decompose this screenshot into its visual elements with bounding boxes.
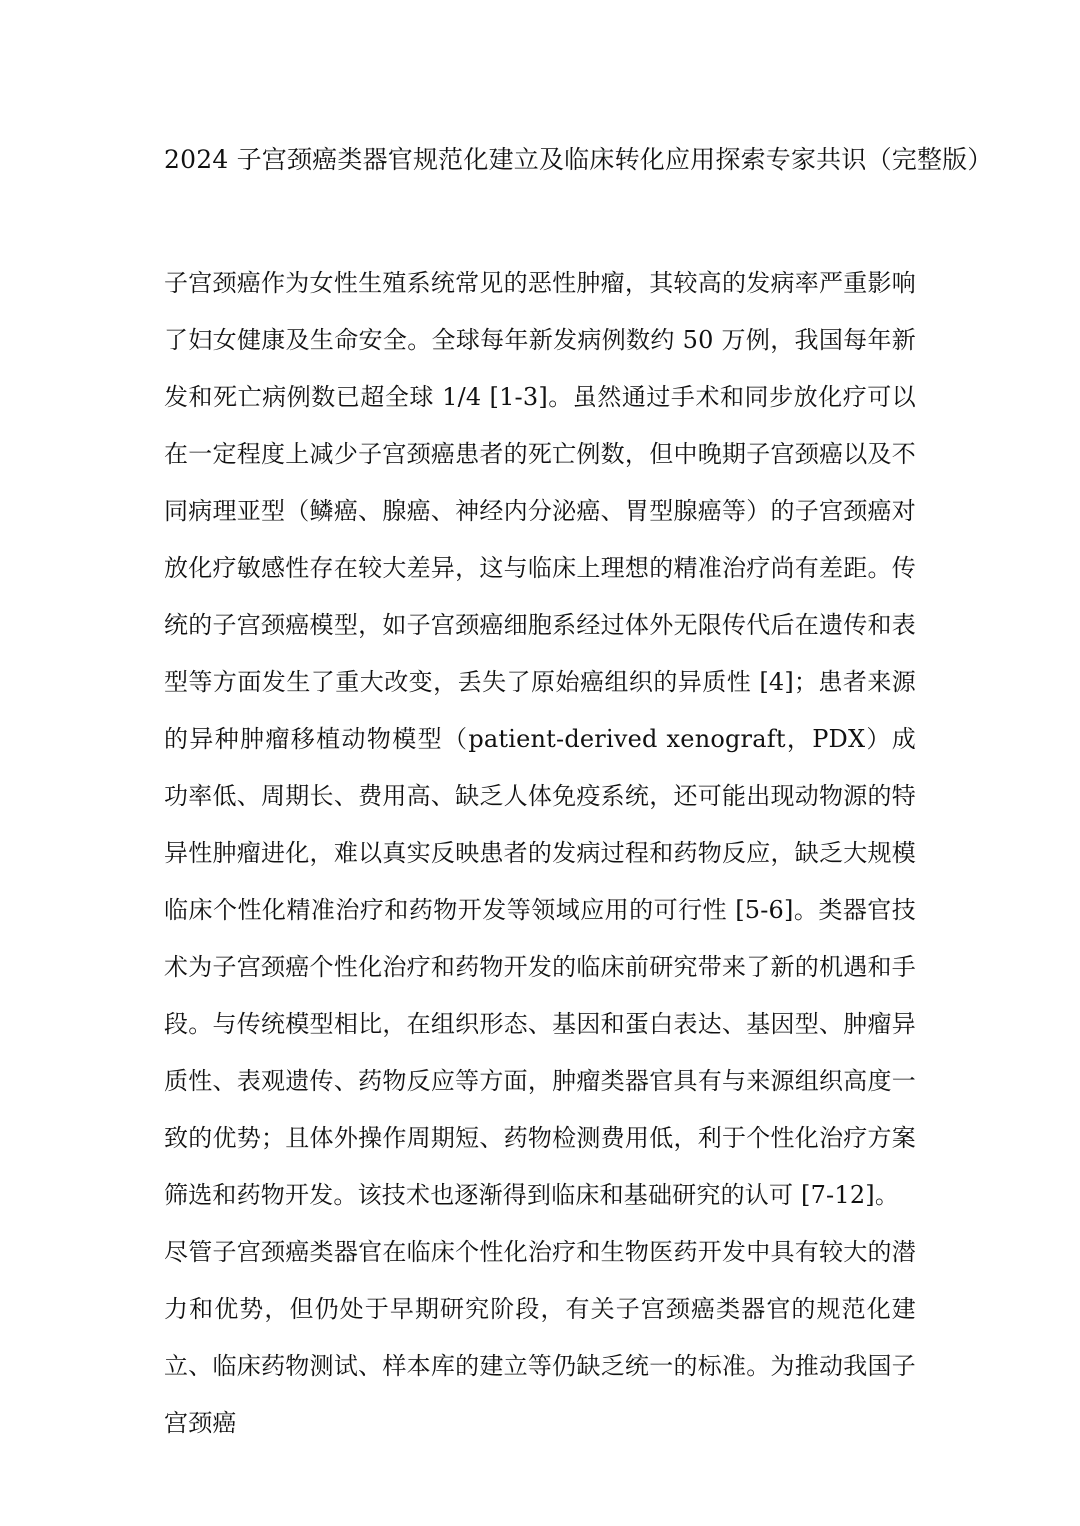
document-body [164,255,916,1452]
paragraph-2: 尽管子宫颈癌类器官在临床个性化治疗和生物医药开发中具有较大的潜力和优势，但仍处于早期研究阶段，有关子宫颈癌类器官的规范化建立、临床药物测试、样本库的建立等仍缺乏统一的标准。为推动我国子宫颈癌 [164,1238,916,1437]
document-title: 2024 子宫颈癌类器官规范化建立及临床转化应用探索专家共识（完整版） [164,145,993,174]
paragraph-1: 子宫颈癌作为女性生殖系统常见的恶性肿瘤，其较高的发病率严重影响了妇女健康及生命安全。全球每年新发病例数约 50 万例，我国每年新发和死亡病例数已超全球 1/4 [1-3]。虽然通过手术和同步放化疗可以在一定程度上减少子宫颈癌患者的死亡例数，但中晚期子宫颈癌以及不同病理亚型（鳞癌、腺癌、神经内分泌癌、胃型腺癌等）的子宫颈癌对放化疗敏感性存在较大差异，这与临床上理想的精准治疗尚有差距。传统的子宫颈癌模型，如子宫颈癌细胞系经过体外无限传代后在遗传和表型等方面发生了重大改变，丢失了原始癌组织的异质性 [4]；患者来源的异种肿瘤移植动物模型（patient-derived xenograft，PDX）成功率低、周期长、费用高、缺乏人体免疫系统，还可能出现动物源的特异性肿瘤进化，难以真实反映患者的发病过程和药物反应，缺乏大规模临床个性化精准治疗和药物开发等领域应用的可行性 [5-6]。类器官技术为子宫颈癌个性化治疗和药物开发的临床前研究带来了新的机遇和手段。与传统模型相比，在组织形态、基因和蛋白表达、基因型、肿瘤异质性、表观遗传、药物反应等方面，肿瘤类器官具有与来源组织高度一致的优势；且体外操作周期短、药物检测费用低，利于个性化治疗方案筛选和药物开发。该技术也逐渐得到临床和基础研究的认可 [7-12]。 [164,269,916,1209]
